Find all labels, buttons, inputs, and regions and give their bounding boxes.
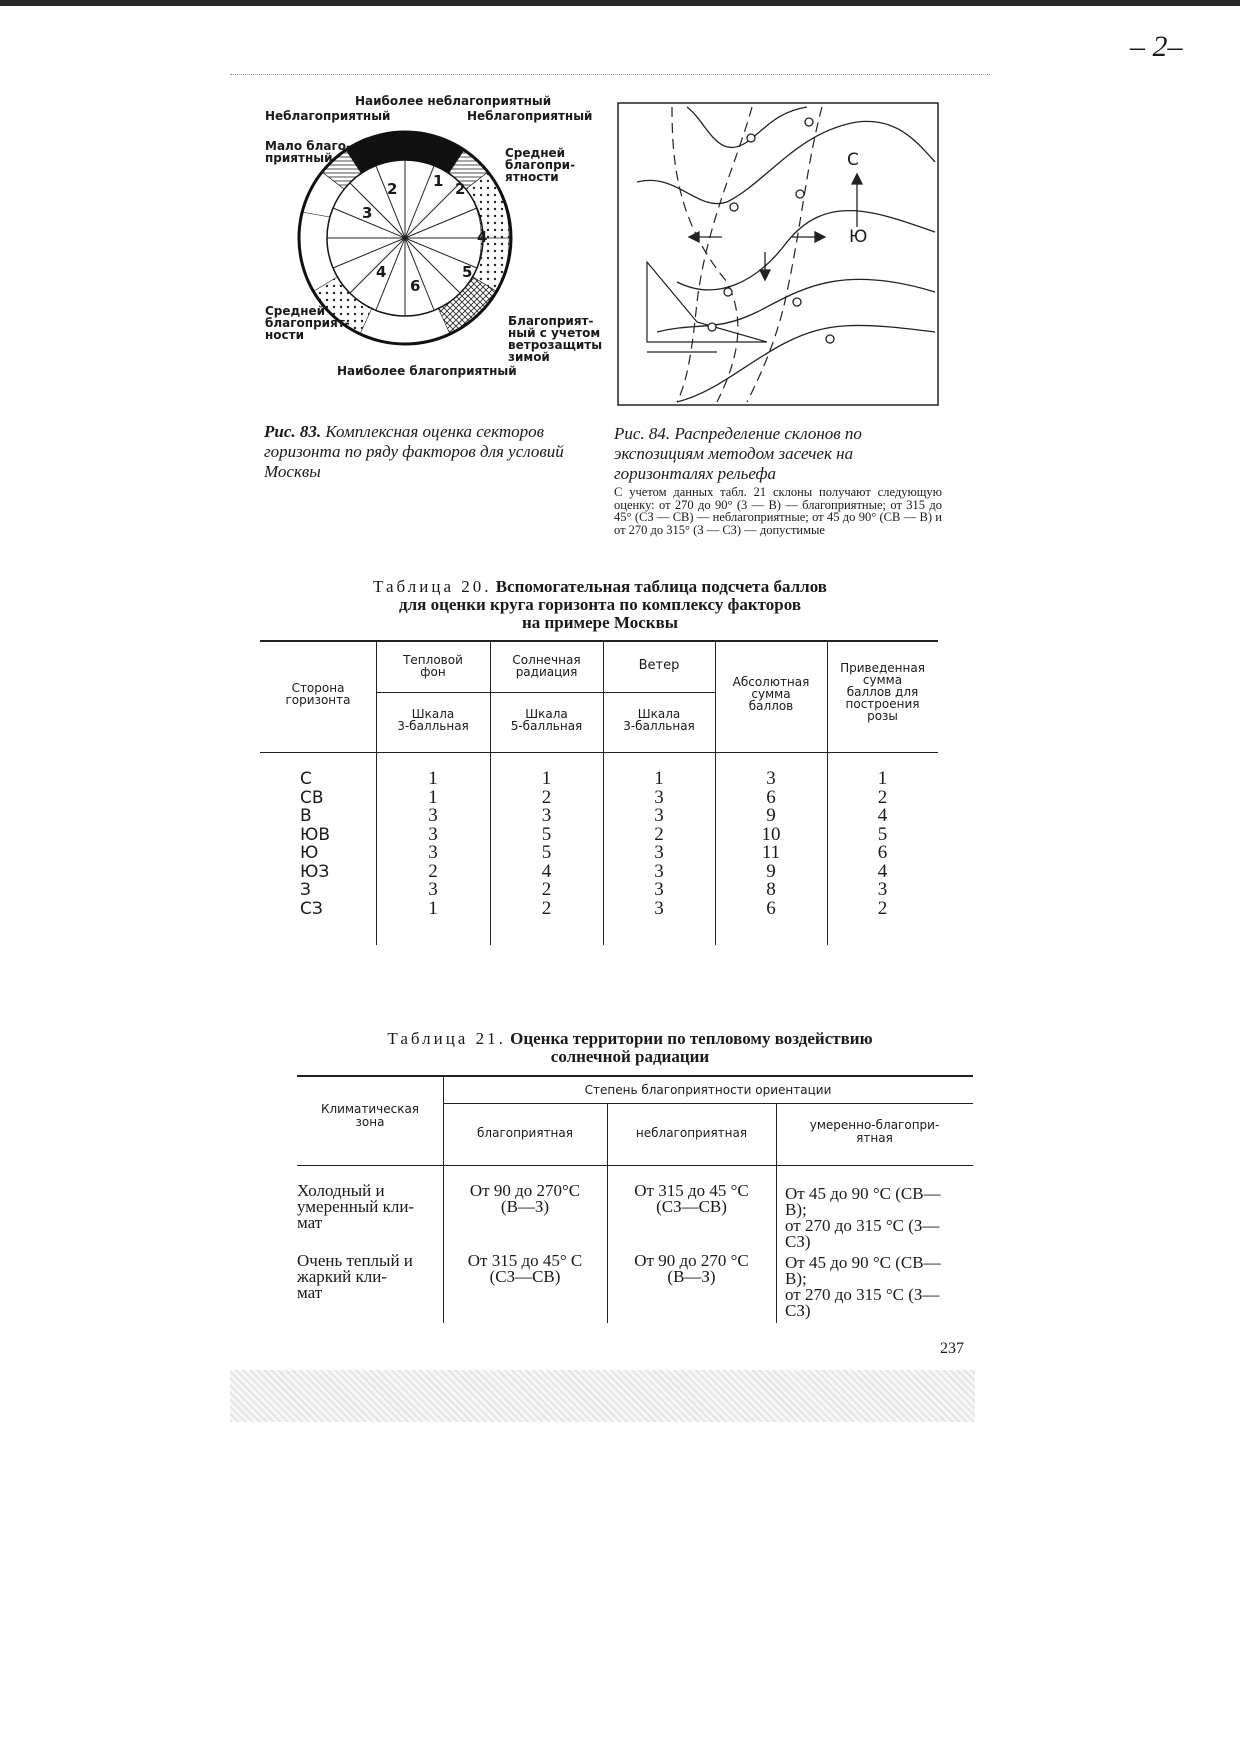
table-cell: 6 <box>877 842 888 863</box>
slope-exposure-diagram <box>617 102 939 406</box>
table-cell: 2 <box>541 879 552 900</box>
header-scale-solar: Шкала 5-балльная <box>510 707 583 733</box>
table21-title-line1: Оценка территории по тепловому воздействию <box>510 1029 873 1048</box>
row-side-label: СЗ <box>300 898 323 919</box>
table-cell: 5 <box>541 823 552 845</box>
row2-moderate: От 45 до 90 °С (СВ— В); от 270 до 315 °С (З— СЗ) <box>785 1253 941 1320</box>
label-most-favorable: Наиболее благоприятный <box>337 364 517 378</box>
table21-title-line2: солнечной радиации <box>550 1047 710 1066</box>
table-cell: 3 <box>654 805 664 826</box>
table-cell: 1 <box>541 768 552 789</box>
table-cell: 3 <box>654 879 664 900</box>
row1-favorable: От 90 до 270°С (В—З) <box>469 1181 581 1216</box>
page-number: 237 <box>940 1340 964 1357</box>
header-reduced-sum: Приведенная сумма баллов для построения розы <box>840 661 925 723</box>
table-cell: 3 <box>654 786 664 808</box>
sector-number: 5 <box>462 263 473 281</box>
table20-title-line3: на примере Москвы <box>521 613 679 632</box>
row1-unfavorable: От 315 до 45 °С (СЗ—СВ) <box>634 1181 749 1216</box>
table-cell: 8 <box>766 879 776 900</box>
table-rule <box>297 1075 973 1077</box>
table-cell: 11 <box>761 842 781 863</box>
header-unfavorable: неблагоприятная <box>635 1126 748 1140</box>
header-wind: Ветер <box>638 658 680 673</box>
caption-fig83 <box>264 422 594 482</box>
fig84-note: С учетом данных табл. 21 склоны получают следующую оценку: от 270 до 90° (3 — В) — благоприятные; от 315 до 45° (СЗ — СВ) — неблагоприятные; от 45 до 90° (СВ — В) и от 270 до 315° (З — СЗ) — допустимые <box>614 485 942 537</box>
header-degree: Степень благоприятности ориентации <box>584 1083 832 1097</box>
scan-noise <box>230 1370 975 1422</box>
row2-favorable: От 315 до 45° С (СЗ—СВ) <box>467 1251 583 1286</box>
table-cell: 3 <box>428 842 438 863</box>
table21-title <box>330 1030 930 1066</box>
sector-number: 6 <box>410 277 421 295</box>
label-medium-right: Средней благопри- ятности <box>505 146 576 184</box>
table-cell: 3 <box>428 879 438 900</box>
table-cell: 3 <box>541 805 552 826</box>
table-cell: 3 <box>654 842 664 863</box>
row-side-label: ЮЗ <box>300 861 330 882</box>
caption-fig83-text: Комплексная оценка секторов горизонта по ряду факторов для условий Москвы <box>264 422 564 481</box>
row-side-label: Ю <box>300 843 319 863</box>
header-moderate: умеренно-благопри- ятная <box>809 1118 940 1145</box>
table-cell: 4 <box>877 805 888 826</box>
row1-zone: Холодный и умеренный кли- мат <box>297 1181 415 1232</box>
row2-unfavorable: От 90 до 270 °С (В—З) <box>634 1251 749 1286</box>
table-rule <box>260 640 938 642</box>
row-side-label: С <box>300 769 312 789</box>
table20-title-prefix: Таблица 20. <box>373 577 492 596</box>
table-cell: 4 <box>877 860 888 882</box>
table-cell: 3 <box>428 805 438 826</box>
row-side-label: ЮВ <box>300 824 331 845</box>
table-rule <box>297 1165 973 1166</box>
header-side: Сторона горизонта <box>285 681 351 707</box>
table-cell: 6 <box>766 786 776 808</box>
sector-number: 1 <box>433 172 444 190</box>
table-cell: 1 <box>428 897 438 919</box>
table-cell: 3 <box>654 897 664 919</box>
handwritten-page-mark: – 2– <box>1130 30 1183 63</box>
table-cell: 1 <box>428 768 438 789</box>
table-cell: 5 <box>541 842 552 863</box>
table-cell: 6 <box>766 897 776 919</box>
header-scale-thermal: Шкала 3-балльная <box>397 707 469 733</box>
row-side-label: З <box>300 880 311 900</box>
header-thermal: Тепловой фон <box>403 653 463 679</box>
table-21 <box>297 1075 973 1330</box>
table20-title <box>290 578 910 632</box>
table-cell: 4 <box>541 860 552 882</box>
scan-top-edge <box>0 0 1240 6</box>
table-cell: 1 <box>877 768 888 789</box>
table20-title-line2: для оценки круга горизонта по комплексу факторов <box>398 595 802 614</box>
table-rule <box>443 1103 973 1104</box>
table21-title-prefix: Таблица 21. <box>387 1029 506 1048</box>
figure-84 <box>617 102 939 406</box>
table-cell: 5 <box>877 823 888 845</box>
table-cell: 2 <box>654 823 664 845</box>
table-cell: 9 <box>766 860 776 882</box>
header-abs-sum: Абсолютная сумма баллов <box>732 675 810 713</box>
table20-title-line1: Вспомогательная таблица подсчета баллов <box>495 577 827 596</box>
label-most-unfavorable: Наиболее неблагоприятный <box>355 94 552 108</box>
header-zone: Климатическая зона <box>320 1102 420 1129</box>
label-unfavorable-right: Неблагоприятный <box>467 109 593 123</box>
table-cell: 3 <box>877 879 888 900</box>
label-medium-left: Средней благоприят- ности <box>265 304 350 342</box>
row2-zone: Очень теплый и жаркий кли- мат <box>297 1251 413 1302</box>
sector-number: 3 <box>362 204 373 222</box>
table-cell: 1 <box>428 786 438 808</box>
caption-fig84-text: Распределение склонов по экспозициям методом засечек на горизонталях рельефа <box>614 424 862 483</box>
table-cell: 3 <box>766 768 776 789</box>
table-cell: 2 <box>877 786 888 808</box>
row-side-label: В <box>300 806 312 826</box>
divider <box>230 74 990 75</box>
sector-number: 2 <box>387 180 398 198</box>
table-cell: 2 <box>428 860 438 882</box>
header-scale-wind: Шкала 3-балльная <box>623 707 695 733</box>
table-cell: 2 <box>541 786 552 808</box>
figure-83 <box>255 94 603 385</box>
row-side-label: СВ <box>300 787 324 808</box>
table-cell: 9 <box>766 805 776 826</box>
sector-number: 4 <box>376 263 387 281</box>
header-solar: Солнечная радиация <box>512 653 581 679</box>
table-cell: 3 <box>654 860 664 882</box>
south-letter: Ю <box>849 227 868 247</box>
header-favorable: благоприятная <box>477 1126 573 1140</box>
label-unfavorable-left: Неблагоприятный <box>265 109 391 123</box>
sector-number: 4 <box>477 228 488 246</box>
table-cell: 10 <box>761 823 781 845</box>
label-favorable-wind: Благоприят- ный с учетом ветрозащиты зимой <box>508 314 603 364</box>
table-rule <box>260 752 938 753</box>
caption-fig84 <box>614 424 942 484</box>
caption-fig84-number: Рис. 84. <box>614 424 671 443</box>
table-cell: 2 <box>877 897 888 919</box>
sector-number: 2 <box>455 180 466 198</box>
table-cell: 3 <box>428 823 438 845</box>
caption-fig83-number: Рис. 83. <box>264 422 322 441</box>
north-letter: С <box>847 150 859 170</box>
table-cell: 1 <box>654 768 664 789</box>
row1-moderate: От 45 до 90 °С (СВ— В); от 270 до 315 °С (З— СЗ) <box>785 1184 941 1251</box>
table-cell: 2 <box>541 897 552 919</box>
label-little-favorable: Мало благо- приятный <box>265 139 352 165</box>
table-rule <box>376 692 715 693</box>
